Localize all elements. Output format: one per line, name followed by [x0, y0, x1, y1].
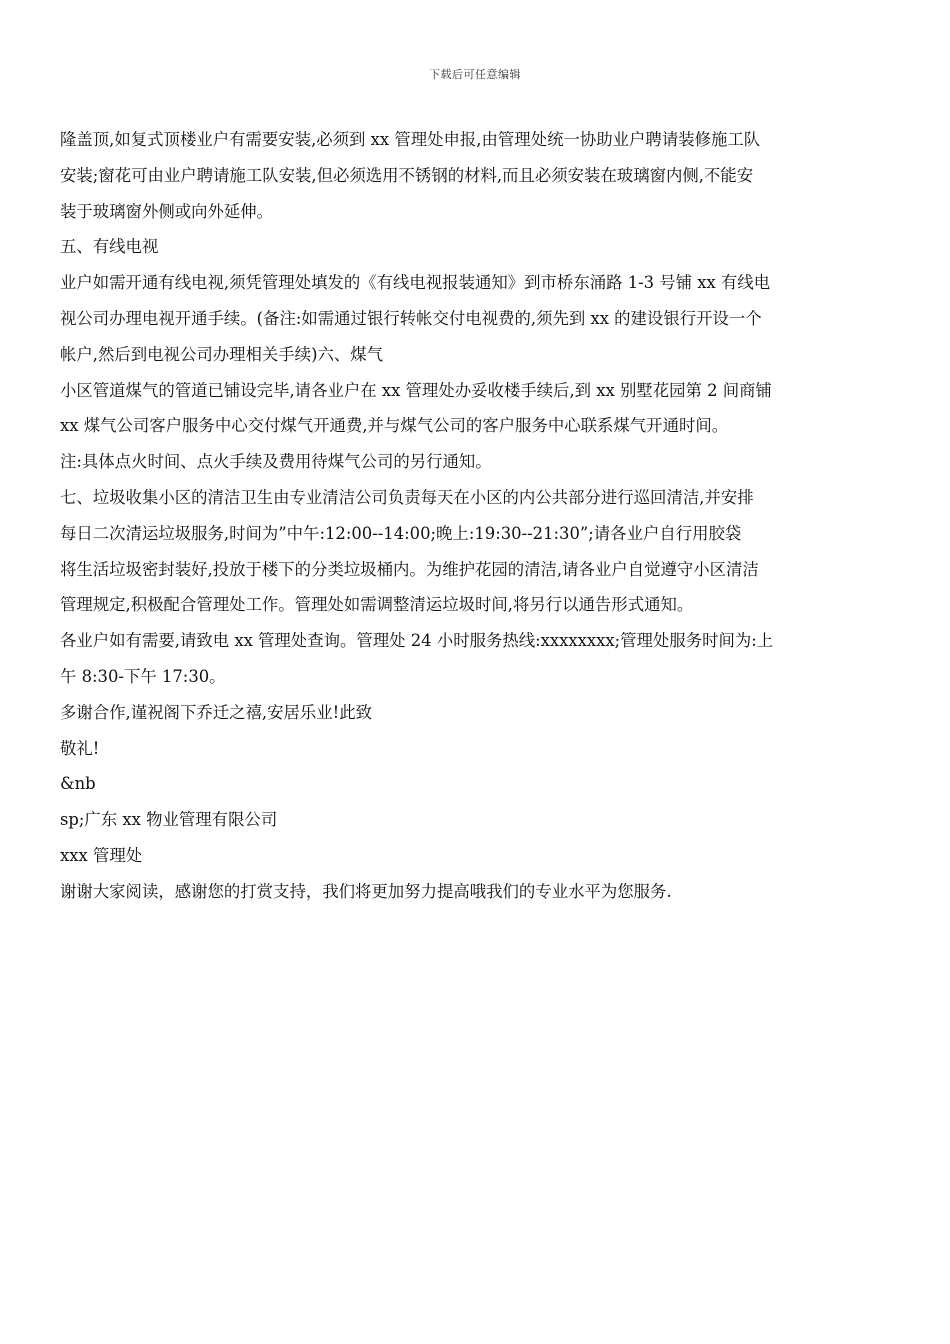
closing-line: 多谢合作,谨祝阁下乔迁之禧,安居乐业!此致: [60, 702, 373, 722]
text-line: 将生活垃圾密封装好,投放于楼下的分类垃圾桶内。为维护花园的清洁,请各业户自觉遵守小区清洁: [60, 559, 759, 579]
text-line: 安装;窗花可由业户聘请施工队安装,但必须选用不锈钢的材料,而且必须安装在玻璃窗内侧,不能安: [60, 165, 754, 185]
text-line: 装于玻璃窗外侧或向外延伸。: [60, 201, 274, 221]
text-line: 帐户,然后到电视公司办理相关手续)六、煤气: [60, 344, 384, 364]
signature-office: xxx 管理处: [60, 845, 143, 865]
section-heading-cable-tv: 五、有线电视: [60, 237, 159, 257]
text-line: 各业户如有需要,请致电 xx 管理处查询。管理处 24 小时服务热线:xxxxxxxx;管理处服务时间为:上: [60, 631, 774, 651]
note-line: 注:具体点火时间、点火手续及费用待煤气公司的另行通知。: [60, 452, 492, 472]
text-line: 视公司办理电视开通手续。(备注:如需通过银行转帐交付电视费的,须先到 xx 的建设银行开设一个: [60, 308, 762, 328]
text-line: 小区管道煤气的管道已铺设完毕,请各业户在 xx 管理处办妥收楼手续后,到 xx 别墅花园第 2 间商铺: [60, 380, 772, 400]
text-line: 业户如需开通有线电视,须凭管理处填发的《有线电视报装通知》到市桥东涌路 1-3 号铺 xx 有线电: [60, 273, 771, 293]
text-line: &nb: [60, 774, 96, 794]
text-line: 隆盖顶,如复式顶楼业户有需要安装,必须到 xx 管理处申报,由管理处统一协助业户聘请装修施工队: [60, 130, 761, 149]
salutation-line: 敬礼!: [60, 738, 100, 758]
text-line: xx 煤气公司客户服务中心交付煤气开通费,并与煤气公司的客户服务中心联系煤气开通时间。: [60, 416, 729, 436]
text-line: 午 8:30-下午 17:30。: [60, 666, 226, 686]
footer-thanks: 谢谢大家阅读，感谢您的打赏支持，我们将更加努力提高哦我们的专业水平为您服务.: [60, 881, 672, 901]
document-body: [60, 122, 890, 910]
text-line: 管理规定,积极配合管理处工作。管理处如需调整清运垃圾时间,将另行以通告形式通知。: [60, 595, 694, 615]
section-heading-garbage: 七、垃圾收集小区的清洁卫生由专业清洁公司负责每天在小区的内公共部分进行巡回清洁,并安排: [60, 487, 754, 507]
page-header-note: 下载后可任意编辑: [429, 68, 521, 81]
signature-company: sp;广东 xx 物业管理有限公司: [60, 810, 278, 830]
text-line: 每日二次清运垃圾服务,时间为”中午:12:00--14:00;晚上:19:30--21:30”;请各业户自行用胶袋: [60, 523, 742, 543]
